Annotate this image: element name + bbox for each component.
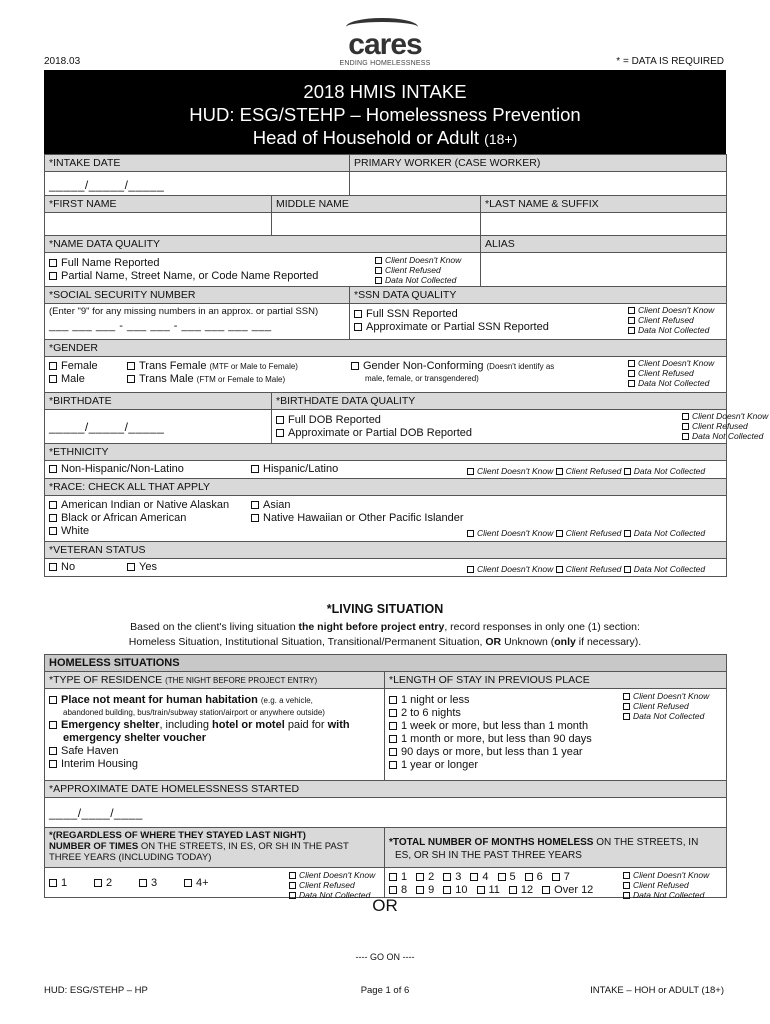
- first-name-label: *FIRST NAME: [45, 196, 272, 213]
- veteran-refusal-options[interactable]: Client Doesn't Know Client Refused Data Not Collected: [467, 564, 705, 574]
- name-quality-label: *NAME DATA QUALITY: [45, 236, 481, 253]
- logo-tagline: ENDING HOMELESSNESS: [339, 60, 431, 67]
- checkbox-icon: [628, 307, 635, 314]
- checkbox-icon: [624, 468, 631, 475]
- title-line-1: 2018 HMIS INTAKE: [303, 81, 467, 102]
- ssn-field[interactable]: [45, 304, 350, 340]
- los-option-label: 1 month or more, but less than 90 days: [401, 733, 592, 745]
- last-name-field[interactable]: [481, 213, 727, 236]
- checkbox-icon: [443, 886, 451, 894]
- ssn-label: *SOCIAL SECURITY NUMBER: [45, 287, 350, 304]
- checkbox-icon: [389, 761, 397, 769]
- checkbox-icon: [49, 272, 57, 280]
- times-option-label: 3: [151, 877, 158, 889]
- checkbox-icon: [94, 879, 102, 887]
- birthdate-label: *BIRTHDATE: [45, 393, 272, 410]
- checkbox-icon: [49, 527, 57, 535]
- gender-nonconforming-note: male, female, or transgendered): [365, 374, 479, 383]
- refusal-not-collected[interactable]: Data Not Collected: [682, 431, 768, 441]
- gender-options: [45, 357, 727, 393]
- months-option[interactable]: [443, 871, 461, 884]
- refusal-not-collected[interactable]: Data Not Collected: [623, 711, 709, 721]
- type-of-residence-label: *TYPE OF RESIDENCE (THE NIGHT BEFORE PROJECT ENTRY): [45, 672, 385, 689]
- months-option-label: Over 12: [554, 884, 594, 896]
- birthdate-quality-label: *BIRTHDATE DATA QUALITY: [272, 393, 727, 410]
- checkbox-icon: [623, 713, 630, 720]
- checkbox-icon: [628, 317, 635, 324]
- footer-left: HUD: ESG/STEHP – HP: [44, 985, 148, 996]
- times-option[interactable]: [94, 877, 139, 890]
- checkbox-icon: [127, 375, 135, 383]
- living-situation-instructions: Based on the client's living situation the night before project entry, record responses in only one (1) section: Homeless Situation, Institutional Situation, Transitional/Permanent Situation, OR Unknown (only if necessary).: [128, 621, 642, 648]
- times-option-label: 2: [106, 877, 113, 889]
- refusal-doesnt-know[interactable]: Client Doesn't Know: [623, 691, 709, 701]
- residence-emergency-shelter-option[interactable]: Emergency shelter, including hotel or motel paid for with: [49, 719, 380, 732]
- checkbox-icon: [623, 693, 630, 700]
- months-option-label: 11: [488, 884, 500, 896]
- checkbox-icon: [127, 563, 135, 571]
- length-of-stay-options: [385, 689, 727, 781]
- los-option-label: 1 week or more, but less than 1 month: [401, 720, 589, 732]
- checkbox-icon: [49, 514, 57, 522]
- race-hawaiian-option[interactable]: Native Hawaiian or Other Pacific Islander: [251, 512, 464, 525]
- go-on-note: ---- GO ON ----: [355, 952, 415, 962]
- refusal-not-collected[interactable]: Data Not Collected: [628, 325, 714, 335]
- refusal-doesnt-know[interactable]: Client Doesn't Know: [623, 870, 709, 880]
- ssn-full-option[interactable]: Full SSN Reported: [354, 308, 722, 321]
- times-option[interactable]: [139, 877, 184, 890]
- refusal-not-collected[interactable]: Data Not Collected: [289, 890, 375, 900]
- cares-logo: [330, 18, 440, 67]
- gender-trans-male-option[interactable]: Trans Male (FTM or Female to Male): [127, 373, 298, 386]
- months-option-label: 9: [428, 884, 435, 896]
- checkbox-icon: [389, 709, 397, 717]
- checkbox-icon: [389, 886, 397, 894]
- name-refusal-options: [375, 255, 461, 285]
- months-homeless-label: *TOTAL NUMBER OF MONTHS HOMELESS ON THE STREETS, IN ES, OR SH IN THE PAST THREE YEARS: [385, 828, 727, 868]
- required-note: * = DATA IS REQUIRED: [616, 56, 724, 67]
- checkbox-icon: [49, 501, 57, 509]
- alias-label: ALIAS: [481, 236, 727, 253]
- times-option-list: [49, 877, 229, 890]
- checkbox-icon: [509, 886, 517, 894]
- ssn-hint: (Enter "9" for any missing numbers in an approx. or partial SSN): [49, 306, 319, 317]
- checkbox-icon: [628, 370, 635, 377]
- ssn-blank: ___ ___ ___ - ___ ___ - ___ ___ ___ ___: [49, 320, 272, 332]
- title-line-3: Head of Household or Adult (18+): [252, 127, 518, 148]
- months-option[interactable]: [389, 871, 407, 884]
- months-row-1: [389, 871, 579, 884]
- months-option-label: 2: [428, 871, 435, 883]
- approx-date-field[interactable]: ____/____/____: [45, 798, 727, 828]
- months-option[interactable]: [470, 871, 488, 884]
- veteran-yes-option[interactable]: Yes: [127, 561, 157, 574]
- checkbox-icon: [624, 530, 631, 537]
- checkbox-icon: [682, 433, 689, 440]
- residence-place-not-meant-option[interactable]: Place not meant for human habitation (e.g. a vehicle,: [49, 694, 380, 707]
- checkbox-icon: [139, 879, 147, 887]
- checkbox-icon: [251, 465, 259, 473]
- last-name-label: *LAST NAME & SUFFIX: [481, 196, 727, 213]
- refusal-doesnt-know[interactable]: Client Doesn't Know: [628, 305, 714, 315]
- gender-label: *GENDER: [45, 340, 727, 357]
- ssn-quality-options: [350, 304, 727, 340]
- checkbox-icon: [552, 873, 560, 881]
- months-option[interactable]: [498, 871, 516, 884]
- los-option-label: 1 night or less: [401, 694, 470, 706]
- los-option[interactable]: [389, 759, 722, 772]
- checkbox-icon: [556, 566, 563, 573]
- gender-female-option[interactable]: Female: [49, 360, 98, 373]
- checkbox-icon: [389, 735, 397, 743]
- checkbox-icon: [49, 747, 57, 755]
- checkbox-icon: [389, 696, 397, 704]
- refusal-doesnt-know[interactable]: Client Doesn't Know: [628, 358, 714, 368]
- checkbox-icon: [542, 886, 550, 894]
- checkbox-icon: [623, 882, 630, 889]
- type-of-residence-options: [45, 689, 385, 781]
- refusal-not-collected[interactable]: Data Not Collected: [628, 378, 714, 388]
- checkbox-icon: [354, 310, 362, 318]
- checkbox-icon: [389, 873, 397, 881]
- checkbox-icon: [682, 423, 689, 430]
- checkbox-icon: [184, 879, 192, 887]
- race-options: [45, 496, 727, 542]
- checkbox-icon: [443, 873, 451, 881]
- checkbox-icon: [49, 879, 57, 887]
- refusal-refused[interactable]: Client Refused: [623, 701, 709, 711]
- primary-worker-field[interactable]: [350, 172, 727, 196]
- los-option-label: 1 year or longer: [401, 759, 479, 771]
- checkbox-icon: [375, 257, 382, 264]
- months-option-label: 1: [401, 871, 408, 883]
- intake-date-label: *INTAKE DATE: [45, 155, 350, 172]
- checkbox-icon: [49, 760, 57, 768]
- checkbox-icon: [354, 323, 362, 331]
- checkbox-icon: [525, 873, 533, 881]
- name-partial-option[interactable]: Partial Name, Street Name, or Code Name Reported: [49, 270, 476, 283]
- ethnicity-non-hispanic-option[interactable]: Non-Hispanic/Non-Latino: [49, 463, 184, 475]
- veteran-no-option[interactable]: No: [49, 561, 75, 573]
- months-option-label: 12: [520, 884, 534, 896]
- times-option-label: 1: [61, 877, 68, 889]
- homeless-situations-table: [44, 654, 727, 898]
- los-option[interactable]: [389, 733, 722, 746]
- race-asian-option[interactable]: Asian: [251, 499, 464, 512]
- months-option-label: 6: [536, 871, 543, 883]
- residence-safe-haven-option[interactable]: Safe Haven: [49, 745, 380, 758]
- title-line-2: HUD: ESG/STEHP – Homelessness Prevention: [189, 104, 581, 125]
- number-of-times-options: [45, 868, 385, 898]
- months-homeless-options: [385, 868, 727, 898]
- months-option-label: 5: [509, 871, 516, 883]
- checkbox-icon: [682, 413, 689, 420]
- name-full-option[interactable]: Full Name Reported: [49, 257, 476, 270]
- checkbox-icon: [276, 429, 284, 437]
- logo-word: cares: [348, 28, 422, 61]
- checkbox-icon: [628, 327, 635, 334]
- homeless-situations-band: HOMELESS SITUATIONS: [45, 655, 727, 672]
- checkbox-icon: [623, 703, 630, 710]
- residence-place-note: abandoned building, bus/train/subway station/airport or anywhere outside): [63, 708, 325, 717]
- checkbox-icon: [389, 748, 397, 756]
- refusal-doesnt-know[interactable]: Client Doesn't Know: [289, 870, 375, 880]
- residence-interim-housing-option[interactable]: Interim Housing: [49, 758, 380, 771]
- refusal-refused[interactable]: Client Refused: [623, 880, 709, 890]
- birthdate-quality-options: [272, 410, 769, 444]
- refusal-refused[interactable]: Client Refused: [289, 880, 375, 890]
- ssn-refusal-options: [628, 305, 714, 335]
- birthdate-field[interactable]: _____/_____/_____: [45, 410, 272, 444]
- checkbox-icon: [416, 873, 424, 881]
- dob-full-option[interactable]: Full DOB Reported: [276, 414, 722, 427]
- checkbox-icon: [628, 360, 635, 367]
- title-band: [44, 70, 726, 154]
- race-label: *RACE: CHECK ALL THAT APPLY: [45, 479, 727, 496]
- checkbox-icon: [498, 873, 506, 881]
- checkbox-icon: [623, 872, 630, 879]
- primary-worker-label: PRIMARY WORKER (CASE WORKER): [350, 155, 727, 172]
- footer-right: INTAKE – HOH or ADULT (18+): [590, 985, 724, 996]
- or-separator: OR: [372, 896, 398, 915]
- months-option-label: 7: [563, 871, 570, 883]
- checkbox-icon: [628, 380, 635, 387]
- intake-date-field[interactable]: _____/_____/_____: [45, 172, 350, 196]
- number-of-times-label: *(REGARDLESS OF WHERE THEY STAYED LAST NIGHT) NUMBER OF TIMES ON THE STREETS, IN ES, OR SH IN THE PAST THREE YEARS (INCLUDING TODAY): [45, 828, 385, 868]
- checkbox-icon: [127, 362, 135, 370]
- checkbox-icon: [251, 501, 259, 509]
- checkbox-icon: [49, 696, 57, 704]
- form-version: 2018.03: [44, 56, 81, 67]
- checkbox-icon: [389, 722, 397, 730]
- middle-name-label: MIDDLE NAME: [272, 196, 481, 213]
- client-info-table: [44, 154, 769, 577]
- ssn-partial-option[interactable]: Approximate or Partial SSN Reported: [354, 321, 722, 334]
- refusal-doesnt-know[interactable]: Client Doesn't Know: [682, 411, 768, 421]
- checkbox-icon: [49, 259, 57, 267]
- residence-shelter-voucher-line: emergency shelter voucher: [63, 732, 207, 744]
- refusal-refused[interactable]: Client Refused: [628, 315, 714, 325]
- race-white-option[interactable]: White: [49, 525, 229, 538]
- name-quality-options: [45, 253, 481, 287]
- months-option-label: 4: [482, 871, 489, 883]
- gender-trans-female-option[interactable]: Trans Female (MTF or Male to Female): [127, 360, 298, 373]
- race-american-indian-option[interactable]: American Indian or Native Alaskan: [49, 499, 229, 512]
- times-option[interactable]: [49, 877, 94, 890]
- checkbox-icon: [276, 416, 284, 424]
- dob-refusal-options: [682, 411, 768, 441]
- first-name-field[interactable]: [45, 213, 272, 236]
- checkbox-icon: [49, 465, 57, 473]
- refusal-not-collected[interactable]: Data Not Collected: [623, 890, 709, 900]
- los-option[interactable]: [389, 746, 722, 759]
- ethnicity-hispanic-option[interactable]: Hispanic/Latino: [251, 463, 338, 476]
- los-option-label: 2 to 6 nights: [401, 707, 461, 719]
- footer-page-number: Page 1 of 6: [360, 985, 410, 996]
- refusal-not-collected[interactable]: Data Not Collected: [375, 275, 461, 285]
- checkbox-icon: [624, 566, 631, 573]
- alias-field[interactable]: [481, 253, 727, 287]
- months-option[interactable]: [416, 871, 434, 884]
- refusal-refused[interactable]: Client Refused: [628, 368, 714, 378]
- checkbox-icon: [477, 886, 485, 894]
- checkbox-icon: [49, 563, 57, 571]
- dob-partial-option[interactable]: Approximate or Partial DOB Reported: [276, 427, 722, 440]
- checkbox-icon: [49, 721, 57, 729]
- ethnicity-options: [45, 461, 727, 479]
- ssn-quality-label: *SSN DATA QUALITY: [350, 287, 727, 304]
- gender-nonconforming-option[interactable]: Gender Non-Conforming (Doesn't identify as: [351, 360, 554, 373]
- checkbox-icon: [49, 375, 57, 383]
- gender-male-option[interactable]: Male: [49, 373, 98, 386]
- veteran-label: *VETERAN STATUS: [45, 542, 727, 559]
- checkbox-icon: [351, 362, 359, 370]
- months-option-label: 10: [455, 884, 468, 896]
- times-option[interactable]: [184, 877, 229, 890]
- los-refusal-options: [623, 691, 709, 721]
- months-option[interactable]: [525, 871, 543, 884]
- months-option-label: 8: [401, 884, 408, 896]
- checkbox-icon: [289, 882, 296, 889]
- race-refusal-options[interactable]: Client Doesn't Know Client Refused Data Not Collected: [467, 528, 705, 538]
- checkbox-icon: [556, 530, 563, 537]
- checkbox-icon: [49, 362, 57, 370]
- checkbox-icon: [375, 267, 382, 274]
- ethnicity-refusal-options[interactable]: Client Doesn't Know Client Refused Data Not Collected: [467, 466, 705, 476]
- living-situation-title: *LIVING SITUATION: [326, 602, 444, 616]
- checkbox-icon: [470, 873, 478, 881]
- middle-name-field[interactable]: [272, 213, 481, 236]
- checkbox-icon: [556, 468, 563, 475]
- length-of-stay-label: *LENGTH OF STAY IN PREVIOUS PLACE: [385, 672, 727, 689]
- refusal-refused[interactable]: Client Refused: [682, 421, 768, 431]
- checkbox-icon: [467, 468, 474, 475]
- los-option[interactable]: [389, 720, 722, 733]
- checkbox-icon: [251, 514, 259, 522]
- los-option-label: 90 days or more, but less than 1 year: [401, 746, 583, 758]
- checkbox-icon: [467, 566, 474, 573]
- gender-refusal-options: [628, 358, 714, 388]
- refusal-doesnt-know[interactable]: Client Doesn't Know: [375, 255, 461, 265]
- approx-date-label: *APPROXIMATE DATE HOMELESSNESS STARTED: [45, 781, 727, 798]
- times-option-label: 4+: [196, 877, 209, 889]
- ethnicity-label: *ETHNICITY: [45, 444, 727, 461]
- checkbox-icon: [289, 872, 296, 879]
- months-option-label: 3: [455, 871, 462, 883]
- checkbox-icon: [375, 277, 382, 284]
- race-black-option[interactable]: Black or African American: [49, 512, 229, 525]
- veteran-options: [45, 559, 727, 577]
- months-option[interactable]: [552, 871, 570, 884]
- checkbox-icon: [467, 530, 474, 537]
- checkbox-icon: [416, 886, 424, 894]
- refusal-refused[interactable]: Client Refused: [375, 265, 461, 275]
